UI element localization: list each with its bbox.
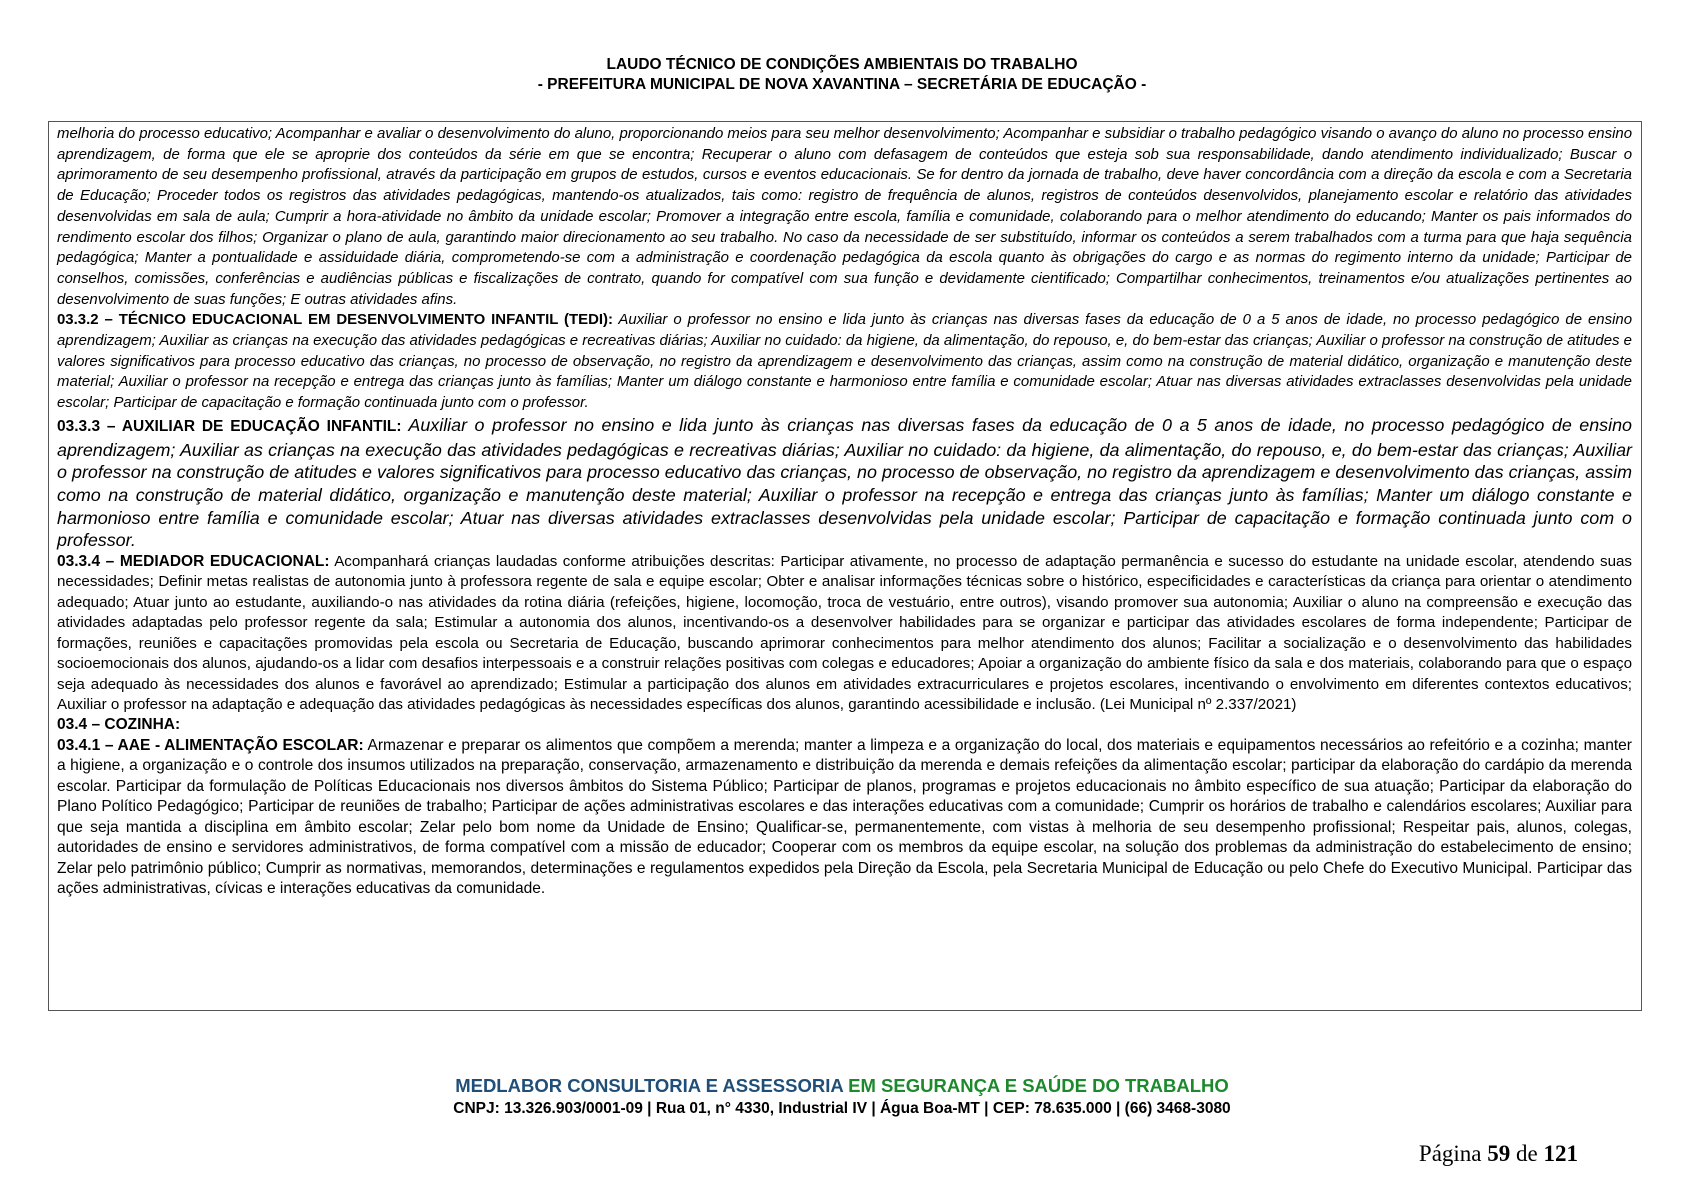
mediador-text: Acompanhará crianças laudadas conforme atribuições descritas: Participar ativamente, no processo de adaptação permanência e sucesso do estudante na unidade escolar, atendendo suas necessidades; Definir metas realistas de autonomia junto à professora regente de sala e equipe escolar; Obter e analisar informações técnicas sobre o histórico, especificidades e características da criança para orientar o atendimento adequado; Atuar junto ao estudante, auxiliando-o nas atividades da rotina diária (refeições, higiene, locomoção, troca de vestuário, entre outros), visando promover sua autonomia; Auxiliar o aluno na compreensão e execução das atividades adaptadas pelo professor regente da sala; Estimular a autonomia dos alunos, incentivando-os a desenvolver habilidades para se organizar e participar das atividades escolares de forma independente; Participar de formações, reuniões e capacitações promovidas pela escola ou Secretaria de Educação, buscando aprimorar conhecimentos para melhor atendimento dos alunos; Facilitar a socialização e o desenvolvimento das habilidades socioemocionais dos alunos, ajudando-os a lidar com desafios interpessoais e a construir relações positivas com colegas e educadores; Apoiar a organização do ambiente físico da sala e dos materiais, colaborando para que o espaço seja adequado às necessidades dos alunos e favorável ao aprendizado; Estimular a participação dos alunos em atividades extracurriculares e projetos escolares, incentivando o envolvimento em diferentes contextos educativos; Auxiliar o professor na adaptação e adequação das atividades pedagógicas às necessidades específicas dos alunos, garantindo acessibilidade e inclusão. (Lei Municipal nº 2.337/2021) xyxy=(57,553,1632,713)
company-name xyxy=(0,1074,1684,1098)
tedi-heading: 03.3.2 – TÉCNICO EDUCACIONAL EM DESENVOLVIMENTO INFANTIL (TEDI): xyxy=(57,311,613,329)
mediador-paragraph xyxy=(57,552,1632,715)
company-name-part2: EM SEGURANÇA E SAÚDE DO TRABALHO xyxy=(843,1075,1229,1096)
page-label: Página xyxy=(1418,1141,1488,1166)
document-footer xyxy=(0,1074,1684,1120)
mediador-heading: 03.3.4 – MEDIADOR EDUCACIONAL: xyxy=(57,553,330,571)
page-total: 121 xyxy=(1543,1141,1578,1166)
page-separator: de xyxy=(1510,1141,1544,1166)
page-current: 59 xyxy=(1487,1141,1511,1166)
auxiliar-heading: 03.3.3 – AUXILIAR DE EDUCAÇÃO INFANTIL: xyxy=(57,417,402,435)
content-box xyxy=(48,121,1642,1011)
document-header xyxy=(0,55,1684,95)
aae-paragraph xyxy=(57,736,1632,900)
cozinha-heading: 03.4 – COZINHA: xyxy=(57,716,181,734)
header-subtitle: - PREFEITURA MUNICIPAL DE NOVA XAVANTINA – SECRETÁRIA DE EDUCAÇÃO - xyxy=(537,76,1147,93)
aae-text: Armazenar e preparar os alimentos que compõem a merenda; manter a limpeza e a organização do local, dos materiais e equipamentos necessários ao refeitório e a cozinha; manter a higiene, a organização e o controle dos insumos utilizados na preparação, conservação, armazenamento e distribuição da merenda e demais refeições da alimentação escolar; participar da elaboração do cardápio da merenda escolar. Participar da formulação de Políticas Educacionais nos diversos âmbitos do Sistema Público; Participar de planos, programas e projetos educacionais no âmbito específico de sua atuação; Participar da elaboração do Plano Político Pedagógico; Participar de reuniões de trabalho; Participar de ações administrativas escolares e das interações educativas com a comunidade; Cumprir os horários de trabalho e calendários escolares; Auxiliar para que seja mantida a disciplina em âmbito escolar; Zelar pelo bom nome da Unidade de Ensino; Qualificar-se, permanentemente, com vistas à melhoria de seu desempenho profissional; Respeitar pais, alunos, colegas, autoridades de ensino e servidores administrativos, de forma compatível com a missão de educador; Cooperar com os membros da equipe escolar, na solução dos problemas da administração do estabelecimento de ensino; Zelar pelo patrimônio público; Cumprir as normativas, memorandos, determinações e regulamentos expedidos pela Direção da Escola, pela Secretaria Municipal de Educação ou pelo Chefe do Executivo Municipal. Participar das ações administrativas, cívicas e interações educativas da comunidade. xyxy=(57,736,1632,898)
page-number xyxy=(1419,1140,1578,1168)
company-name-part1: MEDLABOR CONSULTORIA E ASSESSORIA xyxy=(455,1075,844,1096)
auxiliar-text: Auxiliar o professor no ensino e lida junto às crianças nas diversas fases da educação de 0 a 5 anos de idade, no processo pedagógico de ensino aprendizagem; Auxiliar as crianças na execução das atividades pedagógicas e recreativas diárias; Auxiliar no cuidado: da higiene, da alimentação, do repouso, e, do bem-estar das crianças; Auxiliar o professor na construção de atitudes e valores significativos para processo educativo das crianças, no processo de observação, no registro da aprendizagem e desenvolvimento das crianças, assim como na construção de material didático, organização e manutenção deste material; Auxiliar o professor na recepção e entrega das crianças junto às famílias; Manter um diálogo constante e harmonioso entre família e comunidade escolar; Atuar nas diversas atividades extraclasses desenvolvidas pela unidade escolar; Participar de capacitação e formação continuada junto com o professor. xyxy=(57,414,1633,551)
auxiliar-paragraph xyxy=(57,414,1632,552)
header-title: LAUDO TÉCNICO DE CONDIÇÕES AMBIENTAIS DO TRABALHO xyxy=(606,56,1078,73)
continuation-paragraph: melhoria do processo educativo; Acompanhar e avaliar o desenvolvimento do aluno, proporcionando meios para seu melhor desenvolvimento; Acompanhar e subsidiar o trabalho pedagógico visando o avanço do aluno no processo ensino aprendizagem, de forma que ele se aproprie dos conteúdos da série em que se encontra; Recuperar o aluno com defasagem de conteúdos que esteja sob sua responsabilidade, dando atendimento individualizado; Buscar o aprimoramento de seu desempenho profissional, através da participação em grupos de estudos, cursos e eventos educacionais. Se for dentro da jornada de trabalho, deve haver concordância com a direção da escola e com a Secretaria de Educação; Proceder todos os registros das atividades pedagógicas, mantendo-os atualizados, tais como: registro de frequência de alunos, registros de conteúdos desenvolvidos, planejamento escolar e relatório das atividades desenvolvidas em sala de aula; Cumprir a hora-atividade no âmbito da unidade escolar; Promover a integração entre escola, família e comunidade, colaborando para o melhor atendimento do educando; Manter os pais informados do rendimento escolar dos filhos; Organizar o plano de aula, garantindo maior direcionamento ao seu trabalho. No caso da necessidade de ser substituído, informar os conteúdos a serem trabalhados com a turma para que haja sequência pedagógica; Manter a pontualidade e assiduidade diária, comprometendo-se com a administração e coordenação pedagógica da escola quanto às obrigações do cargo e as normas do regimento interno da unidade; Participar de conselhos, comissões, conferências e audiências públicas e fiscalizações de contrato, quando for compatível com sua função e devidamente cientificado; Compartilhar conhecimentos, treinamentos e/ou atualizações pertinentes ao desenvolvimento de suas funções; E outras atividades afins. xyxy=(57,125,1632,308)
company-contact: CNPJ: 13.326.903/0001-09 | Rua 01, n° 4330, Industrial IV | Água Boa-MT | CEP: 78.635.000 | (66) 3468-3080 xyxy=(453,1100,1231,1117)
tedi-text: Auxiliar o professor no ensino e lida junto às crianças nas diversas fases da educação de 0 a 5 anos de idade, no processo pedagógico de ensino aprendizagem; Auxiliar as crianças na execução das atividades pedagógicas e recreativas diárias; Auxiliar no cuidado: da higiene, da alimentação, do repouso, e, do bem-estar das crianças; Auxiliar o professor na construção de atitudes e valores significativos para processo educativo das crianças, no processo de observação, no registro da aprendizagem e desenvolvimento das crianças, assim como na construção de material didático, organização e manutenção deste material; Auxiliar o professor na recepção e entrega das crianças junto às famílias; Manter um diálogo constante e harmonioso entre família e comunidade escolar; Atuar nas diversas atividades extraclasses desenvolvidas pela unidade escolar; Participar de capacitação e formação continuada junto com o professor. xyxy=(57,311,1632,412)
aae-heading: 03.4.1 – AAE - ALIMENTAÇÃO ESCOLAR: xyxy=(57,736,364,754)
tedi-paragraph xyxy=(57,310,1632,414)
